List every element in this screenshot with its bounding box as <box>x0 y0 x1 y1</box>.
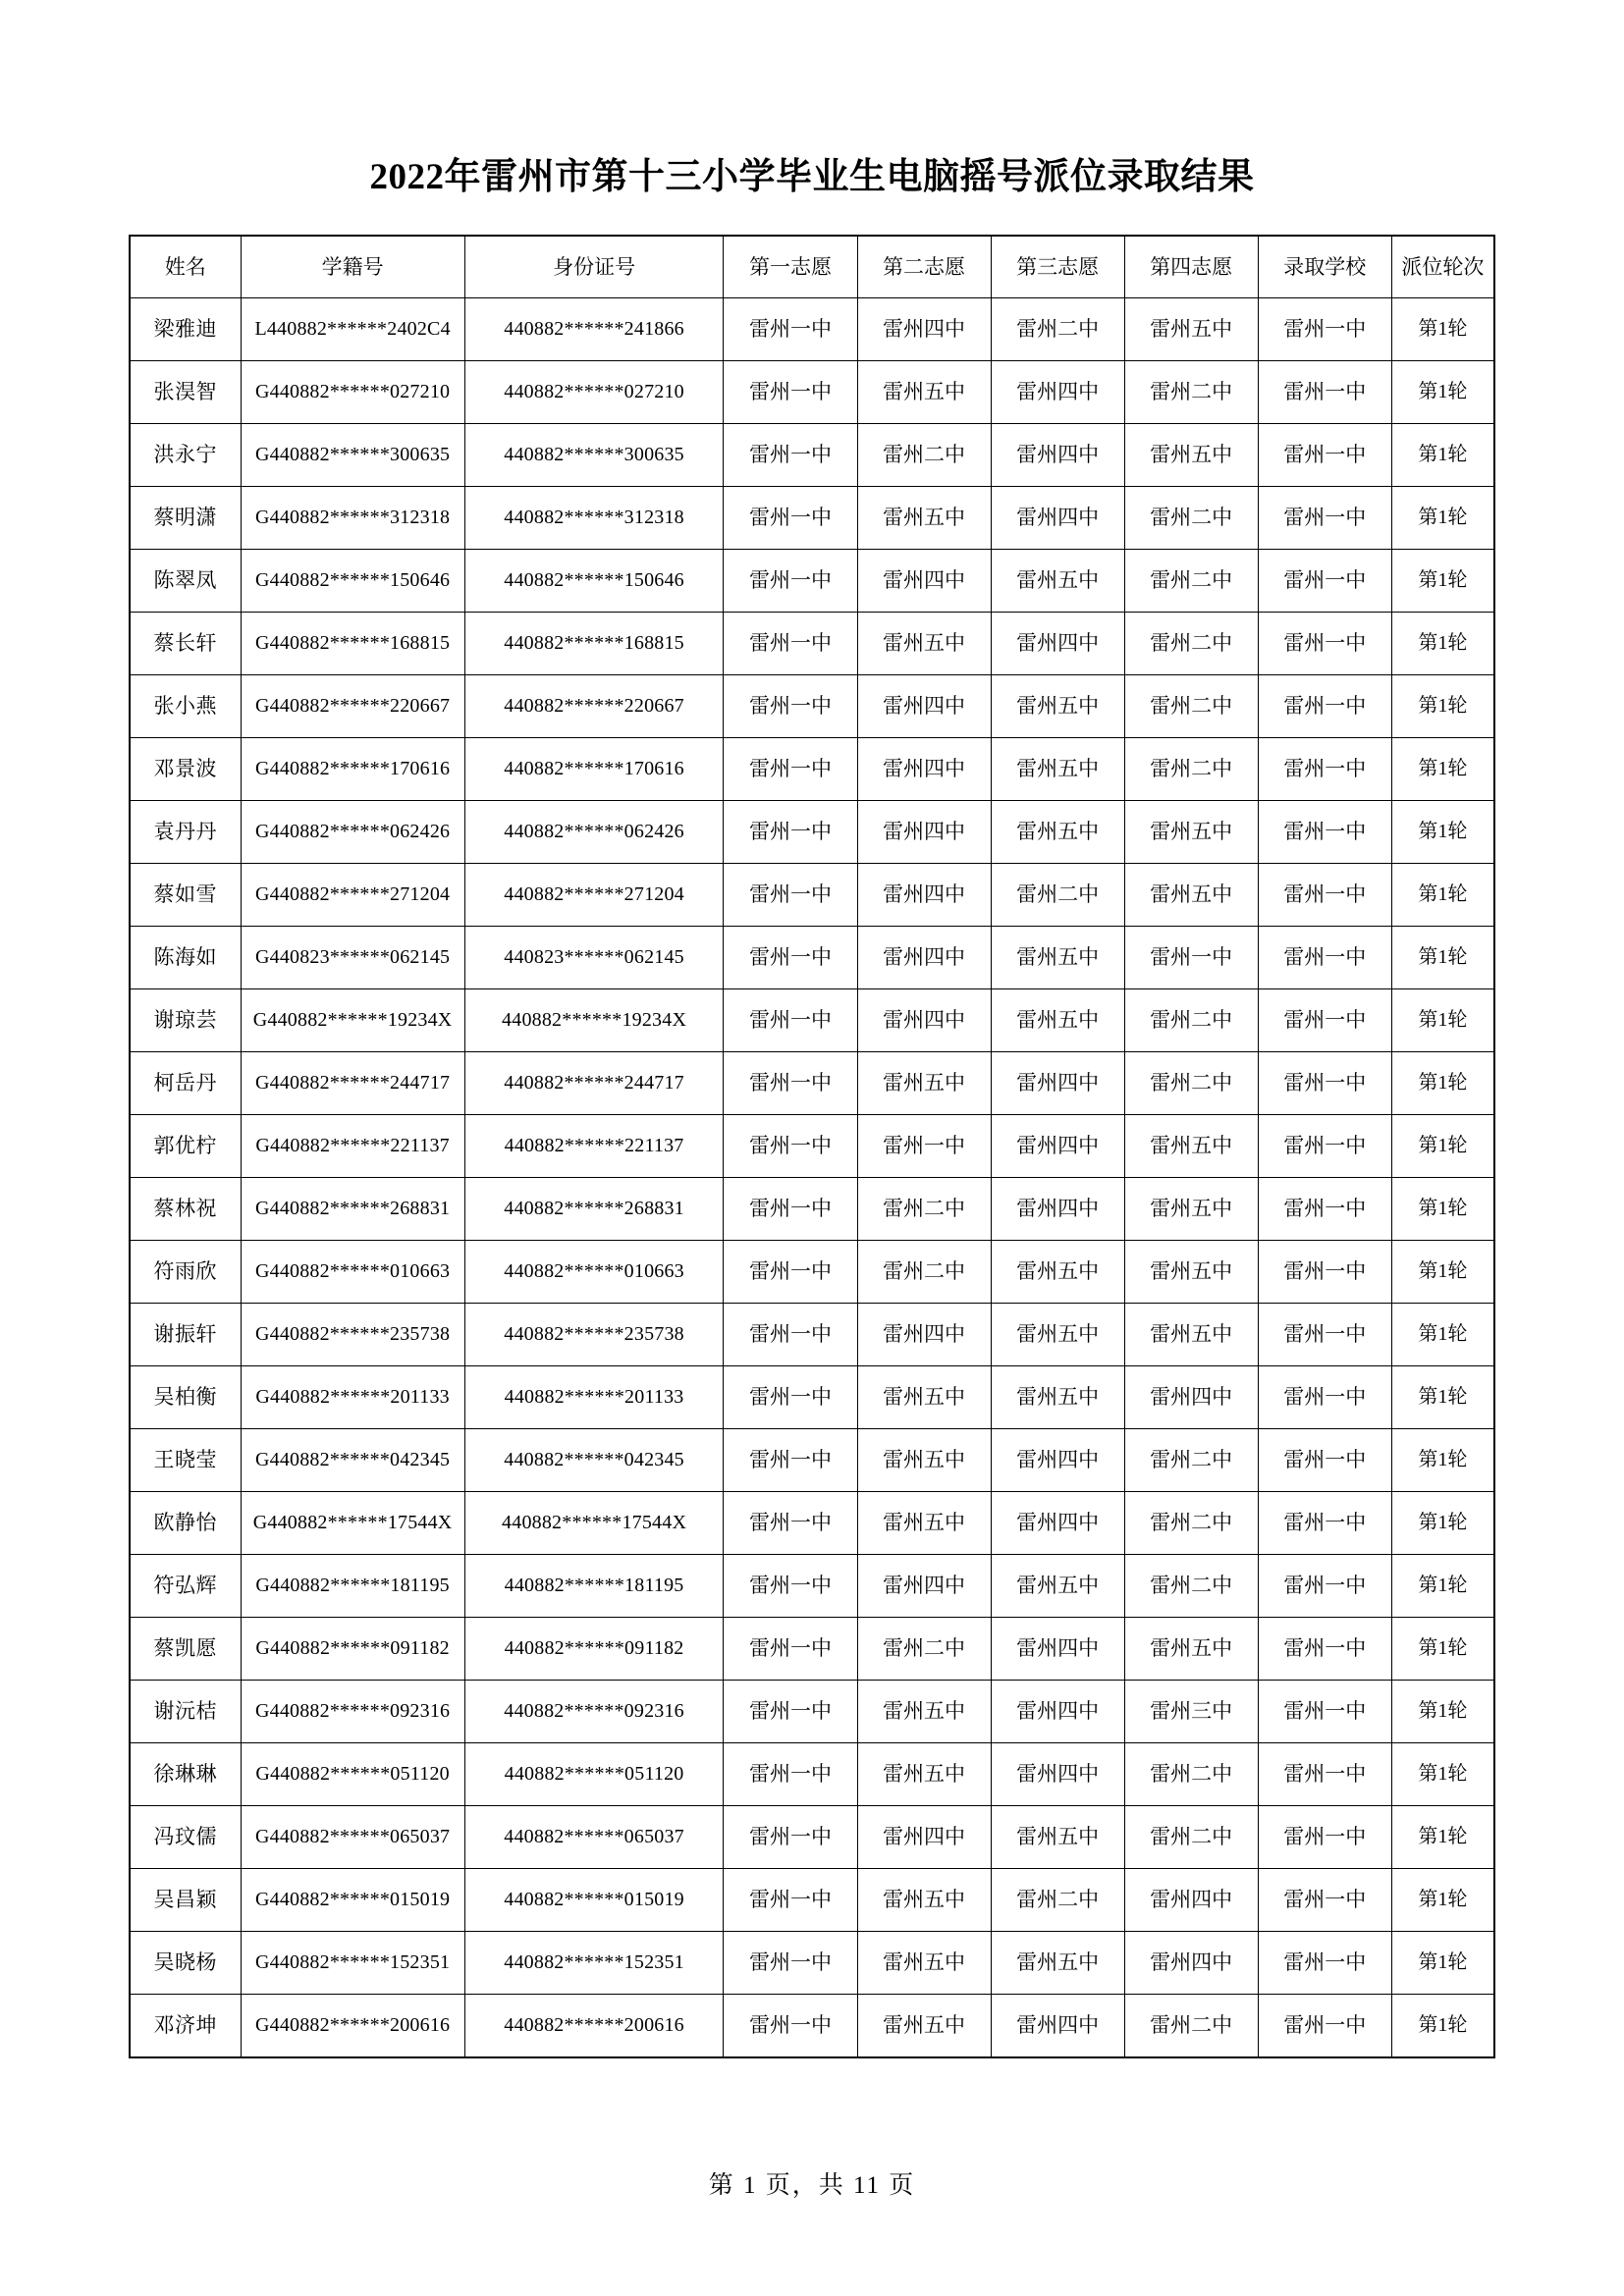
table-header-row <box>130 236 1494 298</box>
cell-student-name: 欧静怡 <box>130 1491 241 1554</box>
cell-student-name: 蔡如雪 <box>130 863 241 926</box>
cell-id-card: 440882******168815 <box>464 612 724 674</box>
cell-round: 第1轮 <box>1391 737 1494 800</box>
cell-student-id: G440882******042345 <box>241 1428 464 1491</box>
cell-id-card: 440882******051120 <box>464 1742 724 1805</box>
cell-choice-2: 雷州四中 <box>857 1805 991 1868</box>
table-row <box>130 863 1494 926</box>
cell-student-name: 蔡明潇 <box>130 486 241 549</box>
table-row <box>130 1680 1494 1742</box>
cell-student-name: 梁雅迪 <box>130 297 241 360</box>
cell-choice-2: 雷州二中 <box>857 1177 991 1240</box>
table-row <box>130 1177 1494 1240</box>
table-row <box>130 737 1494 800</box>
cell-round: 第1轮 <box>1391 297 1494 360</box>
cell-id-card: 440882******220667 <box>464 674 724 737</box>
cell-admitted-school: 雷州一中 <box>1258 1742 1391 1805</box>
cell-student-id: G440882******220667 <box>241 674 464 737</box>
cell-student-name: 吴昌颖 <box>130 1868 241 1931</box>
cell-choice-4: 雷州五中 <box>1124 1617 1258 1680</box>
table-row <box>130 1931 1494 1994</box>
table-body <box>130 297 1494 2057</box>
cell-student-name: 郭优柠 <box>130 1114 241 1177</box>
table-row <box>130 1428 1494 1491</box>
cell-student-name: 蔡长轩 <box>130 612 241 674</box>
cell-choice-1: 雷州一中 <box>724 1994 857 2057</box>
cell-student-name: 蔡林祝 <box>130 1177 241 1240</box>
cell-student-id: G440882******244717 <box>241 1051 464 1114</box>
cell-choice-1: 雷州一中 <box>724 1303 857 1365</box>
cell-student-id: G440882******062426 <box>241 800 464 863</box>
cell-choice-3: 雷州四中 <box>991 1617 1124 1680</box>
cell-choice-4: 雷州二中 <box>1124 1805 1258 1868</box>
cell-student-name: 符弘辉 <box>130 1554 241 1617</box>
cell-student-name: 陈海如 <box>130 926 241 988</box>
cell-choice-3: 雷州五中 <box>991 1931 1124 1994</box>
cell-student-id: G440882******181195 <box>241 1554 464 1617</box>
cell-choice-4: 雷州五中 <box>1124 1177 1258 1240</box>
lottery-results-table <box>129 235 1495 2058</box>
cell-round: 第1轮 <box>1391 1428 1494 1491</box>
cell-student-name: 邓景波 <box>130 737 241 800</box>
cell-choice-2: 雷州二中 <box>857 423 991 486</box>
cell-choice-4: 雷州三中 <box>1124 1680 1258 1742</box>
cell-id-card: 440882******235738 <box>464 1303 724 1365</box>
cell-id-card: 440882******268831 <box>464 1177 724 1240</box>
cell-choice-4: 雷州五中 <box>1124 423 1258 486</box>
cell-choice-3: 雷州五中 <box>991 549 1124 612</box>
cell-admitted-school: 雷州一中 <box>1258 988 1391 1051</box>
cell-choice-2: 雷州五中 <box>857 1051 991 1114</box>
cell-choice-4: 雷州二中 <box>1124 1051 1258 1114</box>
cell-choice-2: 雷州四中 <box>857 1554 991 1617</box>
cell-id-card: 440882******091182 <box>464 1617 724 1680</box>
cell-choice-1: 雷州一中 <box>724 1365 857 1428</box>
cell-round: 第1轮 <box>1391 360 1494 423</box>
cell-choice-1: 雷州一中 <box>724 926 857 988</box>
cell-student-id: G440882******19234X <box>241 988 464 1051</box>
column-header-choice-4: 第四志愿 <box>1124 236 1258 298</box>
cell-choice-2: 雷州五中 <box>857 1428 991 1491</box>
cell-student-id: G440882******091182 <box>241 1617 464 1680</box>
cell-admitted-school: 雷州一中 <box>1258 1114 1391 1177</box>
cell-round: 第1轮 <box>1391 1805 1494 1868</box>
column-header-choice-3: 第三志愿 <box>991 236 1124 298</box>
cell-student-id: G440882******201133 <box>241 1365 464 1428</box>
cell-choice-2: 雷州五中 <box>857 1491 991 1554</box>
cell-admitted-school: 雷州一中 <box>1258 1805 1391 1868</box>
cell-choice-3: 雷州五中 <box>991 988 1124 1051</box>
cell-admitted-school: 雷州一中 <box>1258 1365 1391 1428</box>
column-header-choice-2: 第二志愿 <box>857 236 991 298</box>
table-row <box>130 1994 1494 2057</box>
cell-choice-1: 雷州一中 <box>724 674 857 737</box>
cell-id-card: 440882******092316 <box>464 1680 724 1742</box>
table-row <box>130 612 1494 674</box>
table-row <box>130 1240 1494 1303</box>
cell-student-name: 徐琳琳 <box>130 1742 241 1805</box>
cell-round: 第1轮 <box>1391 1742 1494 1805</box>
cell-choice-3: 雷州四中 <box>991 1994 1124 2057</box>
cell-choice-3: 雷州五中 <box>991 1303 1124 1365</box>
cell-choice-3: 雷州四中 <box>991 486 1124 549</box>
cell-student-name: 邓济坤 <box>130 1994 241 2057</box>
cell-choice-2: 雷州四中 <box>857 1303 991 1365</box>
cell-admitted-school: 雷州一中 <box>1258 1994 1391 2057</box>
cell-choice-1: 雷州一中 <box>724 1554 857 1617</box>
cell-choice-4: 雷州五中 <box>1124 800 1258 863</box>
cell-round: 第1轮 <box>1391 612 1494 674</box>
page-footer: 第 1 页，共 11 页 <box>708 2172 916 2199</box>
cell-student-id: G440882******051120 <box>241 1742 464 1805</box>
cell-id-card: 440882******170616 <box>464 737 724 800</box>
table-row <box>130 486 1494 549</box>
cell-choice-4: 雷州五中 <box>1124 1240 1258 1303</box>
cell-student-id: G440882******17544X <box>241 1491 464 1554</box>
cell-choice-4: 雷州二中 <box>1124 737 1258 800</box>
cell-id-card: 440823******062145 <box>464 926 724 988</box>
cell-choice-2: 雷州四中 <box>857 674 991 737</box>
cell-student-id: G440882******268831 <box>241 1177 464 1240</box>
cell-choice-4: 雷州五中 <box>1124 297 1258 360</box>
cell-round: 第1轮 <box>1391 988 1494 1051</box>
cell-student-id: G440823******062145 <box>241 926 464 988</box>
cell-choice-3: 雷州四中 <box>991 1051 1124 1114</box>
cell-round: 第1轮 <box>1391 863 1494 926</box>
cell-choice-2: 雷州四中 <box>857 737 991 800</box>
cell-choice-1: 雷州一中 <box>724 423 857 486</box>
cell-student-name: 谢振轩 <box>130 1303 241 1365</box>
cell-id-card: 440882******027210 <box>464 360 724 423</box>
cell-choice-2: 雷州四中 <box>857 297 991 360</box>
cell-student-name: 吴柏衡 <box>130 1365 241 1428</box>
cell-round: 第1轮 <box>1391 1994 1494 2057</box>
cell-round: 第1轮 <box>1391 1365 1494 1428</box>
table-row <box>130 1491 1494 1554</box>
table-row <box>130 1303 1494 1365</box>
table-row <box>130 988 1494 1051</box>
cell-admitted-school: 雷州一中 <box>1258 1868 1391 1931</box>
cell-choice-3: 雷州二中 <box>991 863 1124 926</box>
cell-choice-4: 雷州五中 <box>1124 1114 1258 1177</box>
cell-choice-1: 雷州一中 <box>724 737 857 800</box>
cell-round: 第1轮 <box>1391 423 1494 486</box>
cell-choice-2: 雷州五中 <box>857 1742 991 1805</box>
cell-id-card: 440882******181195 <box>464 1554 724 1617</box>
cell-admitted-school: 雷州一中 <box>1258 1428 1391 1491</box>
cell-admitted-school: 雷州一中 <box>1258 1177 1391 1240</box>
cell-choice-3: 雷州四中 <box>991 1491 1124 1554</box>
cell-choice-2: 雷州一中 <box>857 1114 991 1177</box>
cell-id-card: 440882******015019 <box>464 1868 724 1931</box>
cell-choice-4: 雷州二中 <box>1124 1994 1258 2057</box>
cell-choice-3: 雷州四中 <box>991 1114 1124 1177</box>
cell-choice-4: 雷州二中 <box>1124 486 1258 549</box>
cell-choice-4: 雷州二中 <box>1124 612 1258 674</box>
table-row <box>130 1365 1494 1428</box>
cell-admitted-school: 雷州一中 <box>1258 549 1391 612</box>
table-row <box>130 297 1494 360</box>
cell-student-id: G440882******092316 <box>241 1680 464 1742</box>
cell-choice-4: 雷州四中 <box>1124 1931 1258 1994</box>
cell-choice-3: 雷州四中 <box>991 1177 1124 1240</box>
cell-student-name: 袁丹丹 <box>130 800 241 863</box>
cell-admitted-school: 雷州一中 <box>1258 423 1391 486</box>
cell-choice-1: 雷州一中 <box>724 297 857 360</box>
cell-choice-1: 雷州一中 <box>724 1931 857 1994</box>
cell-choice-2: 雷州五中 <box>857 1868 991 1931</box>
cell-student-id: G440882******221137 <box>241 1114 464 1177</box>
cell-student-id: G440882******235738 <box>241 1303 464 1365</box>
cell-choice-1: 雷州一中 <box>724 1491 857 1554</box>
cell-choice-3: 雷州五中 <box>991 674 1124 737</box>
cell-student-name: 冯玟儒 <box>130 1805 241 1868</box>
cell-choice-3: 雷州二中 <box>991 297 1124 360</box>
cell-id-card: 440882******312318 <box>464 486 724 549</box>
cell-choice-2: 雷州五中 <box>857 1365 991 1428</box>
cell-admitted-school: 雷州一中 <box>1258 1554 1391 1617</box>
cell-admitted-school: 雷州一中 <box>1258 1617 1391 1680</box>
cell-admitted-school: 雷州一中 <box>1258 612 1391 674</box>
cell-choice-1: 雷州一中 <box>724 1114 857 1177</box>
cell-choice-2: 雷州四中 <box>857 800 991 863</box>
cell-choice-4: 雷州二中 <box>1124 674 1258 737</box>
cell-choice-2: 雷州二中 <box>857 1240 991 1303</box>
cell-student-name: 张小燕 <box>130 674 241 737</box>
cell-student-id: G440882******010663 <box>241 1240 464 1303</box>
column-header-choice-1: 第一志愿 <box>724 236 857 298</box>
cell-student-name: 蔡凯愿 <box>130 1617 241 1680</box>
cell-choice-4: 雷州二中 <box>1124 1742 1258 1805</box>
table-row <box>130 674 1494 737</box>
cell-id-card: 440882******271204 <box>464 863 724 926</box>
table-row <box>130 549 1494 612</box>
cell-choice-3: 雷州五中 <box>991 1554 1124 1617</box>
cell-student-id: G440882******152351 <box>241 1931 464 1994</box>
cell-choice-2: 雷州四中 <box>857 988 991 1051</box>
cell-id-card: 440882******042345 <box>464 1428 724 1491</box>
column-header-admitted-school: 录取学校 <box>1258 236 1391 298</box>
column-header-id-card: 身份证号 <box>464 236 724 298</box>
table-row <box>130 1742 1494 1805</box>
cell-admitted-school: 雷州一中 <box>1258 1303 1391 1365</box>
cell-id-card: 440882******065037 <box>464 1805 724 1868</box>
cell-admitted-school: 雷州一中 <box>1258 674 1391 737</box>
cell-choice-2: 雷州五中 <box>857 486 991 549</box>
cell-choice-2: 雷州二中 <box>857 1617 991 1680</box>
cell-choice-2: 雷州四中 <box>857 863 991 926</box>
cell-choice-2: 雷州四中 <box>857 549 991 612</box>
cell-admitted-school: 雷州一中 <box>1258 737 1391 800</box>
cell-choice-1: 雷州一中 <box>724 360 857 423</box>
cell-choice-1: 雷州一中 <box>724 612 857 674</box>
cell-choice-1: 雷州一中 <box>724 1742 857 1805</box>
cell-id-card: 440882******152351 <box>464 1931 724 1994</box>
cell-choice-3: 雷州四中 <box>991 423 1124 486</box>
cell-choice-4: 雷州二中 <box>1124 549 1258 612</box>
cell-choice-4: 雷州一中 <box>1124 926 1258 988</box>
cell-student-id: G440882******271204 <box>241 863 464 926</box>
cell-round: 第1轮 <box>1391 1240 1494 1303</box>
cell-round: 第1轮 <box>1391 1177 1494 1240</box>
cell-choice-1: 雷州一中 <box>724 988 857 1051</box>
cell-choice-3: 雷州五中 <box>991 1365 1124 1428</box>
column-header-name: 姓名 <box>130 236 241 298</box>
cell-choice-4: 雷州五中 <box>1124 1303 1258 1365</box>
cell-id-card: 440882******201133 <box>464 1365 724 1428</box>
cell-choice-2: 雷州五中 <box>857 612 991 674</box>
cell-choice-3: 雷州四中 <box>991 1680 1124 1742</box>
cell-choice-3: 雷州二中 <box>991 1868 1124 1931</box>
cell-id-card: 440882******221137 <box>464 1114 724 1177</box>
cell-round: 第1轮 <box>1391 800 1494 863</box>
cell-choice-1: 雷州一中 <box>724 863 857 926</box>
cell-choice-3: 雷州四中 <box>991 360 1124 423</box>
cell-choice-3: 雷州四中 <box>991 1742 1124 1805</box>
cell-id-card: 440882******150646 <box>464 549 724 612</box>
cell-student-name: 洪永宁 <box>130 423 241 486</box>
table-row <box>130 1805 1494 1868</box>
cell-round: 第1轮 <box>1391 926 1494 988</box>
column-header-student-id: 学籍号 <box>241 236 464 298</box>
cell-student-name: 谢琼芸 <box>130 988 241 1051</box>
cell-student-name: 陈翠凤 <box>130 549 241 612</box>
cell-id-card: 440882******241866 <box>464 297 724 360</box>
cell-id-card: 440882******244717 <box>464 1051 724 1114</box>
results-table-container <box>0 235 1624 2058</box>
cell-choice-4: 雷州二中 <box>1124 1554 1258 1617</box>
cell-choice-4: 雷州二中 <box>1124 988 1258 1051</box>
cell-student-name: 谢沅桔 <box>130 1680 241 1742</box>
cell-choice-1: 雷州一中 <box>724 549 857 612</box>
cell-choice-2: 雷州五中 <box>857 360 991 423</box>
cell-admitted-school: 雷州一中 <box>1258 1931 1391 1994</box>
cell-choice-1: 雷州一中 <box>724 1617 857 1680</box>
cell-choice-2: 雷州五中 <box>857 1931 991 1994</box>
cell-round: 第1轮 <box>1391 1868 1494 1931</box>
cell-choice-1: 雷州一中 <box>724 1428 857 1491</box>
cell-choice-3: 雷州四中 <box>991 612 1124 674</box>
cell-student-name: 柯岳丹 <box>130 1051 241 1114</box>
cell-student-id: G440882******170616 <box>241 737 464 800</box>
cell-choice-4: 雷州四中 <box>1124 1868 1258 1931</box>
cell-student-name: 符雨欣 <box>130 1240 241 1303</box>
cell-admitted-school: 雷州一中 <box>1258 360 1391 423</box>
cell-choice-1: 雷州一中 <box>724 1051 857 1114</box>
cell-student-id: G440882******200616 <box>241 1994 464 2057</box>
cell-id-card: 440882******19234X <box>464 988 724 1051</box>
table-row <box>130 1114 1494 1177</box>
cell-choice-4: 雷州二中 <box>1124 360 1258 423</box>
cell-round: 第1轮 <box>1391 1617 1494 1680</box>
cell-round: 第1轮 <box>1391 549 1494 612</box>
cell-choice-2: 雷州四中 <box>857 926 991 988</box>
table-row <box>130 1868 1494 1931</box>
cell-admitted-school: 雷州一中 <box>1258 297 1391 360</box>
cell-choice-4: 雷州二中 <box>1124 1428 1258 1491</box>
cell-student-id: G440882******168815 <box>241 612 464 674</box>
cell-id-card: 440882******062426 <box>464 800 724 863</box>
cell-admitted-school: 雷州一中 <box>1258 1680 1391 1742</box>
cell-student-id: G440882******312318 <box>241 486 464 549</box>
cell-id-card: 440882******200616 <box>464 1994 724 2057</box>
cell-admitted-school: 雷州一中 <box>1258 1491 1391 1554</box>
table-row <box>130 1051 1494 1114</box>
table-row <box>130 360 1494 423</box>
cell-choice-2: 雷州五中 <box>857 1994 991 2057</box>
table-row <box>130 926 1494 988</box>
cell-student-id: L440882******2402C4 <box>241 297 464 360</box>
cell-choice-4: 雷州四中 <box>1124 1365 1258 1428</box>
cell-admitted-school: 雷州一中 <box>1258 863 1391 926</box>
cell-round: 第1轮 <box>1391 1051 1494 1114</box>
cell-choice-2: 雷州五中 <box>857 1680 991 1742</box>
cell-id-card: 440882******010663 <box>464 1240 724 1303</box>
cell-choice-4: 雷州五中 <box>1124 863 1258 926</box>
cell-admitted-school: 雷州一中 <box>1258 1051 1391 1114</box>
cell-choice-1: 雷州一中 <box>724 800 857 863</box>
cell-student-name: 张淏智 <box>130 360 241 423</box>
cell-choice-1: 雷州一中 <box>724 1240 857 1303</box>
cell-round: 第1轮 <box>1391 1114 1494 1177</box>
cell-admitted-school: 雷州一中 <box>1258 1240 1391 1303</box>
cell-round: 第1轮 <box>1391 1303 1494 1365</box>
cell-admitted-school: 雷州一中 <box>1258 926 1391 988</box>
table-header <box>130 236 1494 298</box>
cell-student-id: G440882******065037 <box>241 1805 464 1868</box>
cell-student-id: G440882******300635 <box>241 423 464 486</box>
cell-student-id: G440882******027210 <box>241 360 464 423</box>
cell-round: 第1轮 <box>1391 1680 1494 1742</box>
cell-admitted-school: 雷州一中 <box>1258 800 1391 863</box>
cell-student-name: 王晓莹 <box>130 1428 241 1491</box>
table-row <box>130 423 1494 486</box>
cell-round: 第1轮 <box>1391 486 1494 549</box>
page-title: 2022年雷州市第十三小学毕业生电脑摇号派位录取结果 <box>369 157 1255 197</box>
cell-choice-3: 雷州五中 <box>991 926 1124 988</box>
cell-choice-3: 雷州五中 <box>991 1240 1124 1303</box>
cell-id-card: 440882******300635 <box>464 423 724 486</box>
table-row <box>130 1554 1494 1617</box>
cell-choice-1: 雷州一中 <box>724 1805 857 1868</box>
cell-student-name: 吴晓杨 <box>130 1931 241 1994</box>
cell-choice-1: 雷州一中 <box>724 1680 857 1742</box>
cell-choice-3: 雷州五中 <box>991 800 1124 863</box>
cell-round: 第1轮 <box>1391 674 1494 737</box>
cell-round: 第1轮 <box>1391 1491 1494 1554</box>
cell-admitted-school: 雷州一中 <box>1258 486 1391 549</box>
cell-choice-1: 雷州一中 <box>724 1177 857 1240</box>
table-row <box>130 1617 1494 1680</box>
cell-round: 第1轮 <box>1391 1931 1494 1994</box>
cell-student-id: G440882******015019 <box>241 1868 464 1931</box>
cell-choice-1: 雷州一中 <box>724 1868 857 1931</box>
column-header-round: 派位轮次 <box>1391 236 1494 298</box>
cell-choice-1: 雷州一中 <box>724 486 857 549</box>
cell-id-card: 440882******17544X <box>464 1491 724 1554</box>
cell-round: 第1轮 <box>1391 1554 1494 1617</box>
cell-choice-4: 雷州二中 <box>1124 1491 1258 1554</box>
cell-student-id: G440882******150646 <box>241 549 464 612</box>
cell-choice-3: 雷州五中 <box>991 737 1124 800</box>
cell-choice-3: 雷州五中 <box>991 1805 1124 1868</box>
table-row <box>130 800 1494 863</box>
cell-choice-3: 雷州四中 <box>991 1428 1124 1491</box>
